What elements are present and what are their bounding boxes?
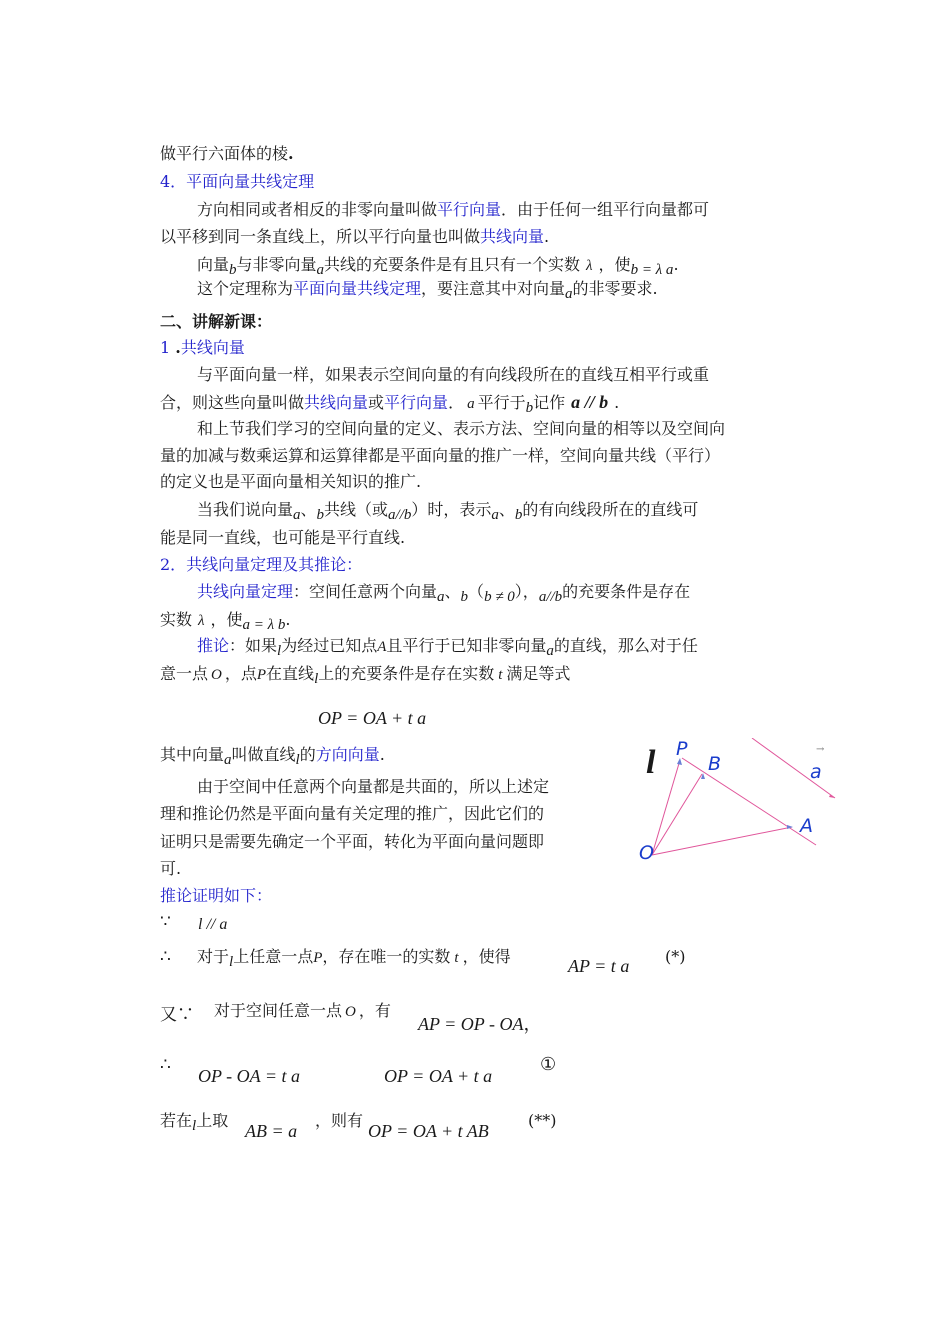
label-b: B — [708, 753, 722, 775]
section-heading-2: 二、讲解新课： — [160, 312, 273, 331]
equation-ap: AP = t a — [568, 956, 630, 976]
equation-mark: ① — [540, 1054, 557, 1075]
text-line: 证明只是需要先确定一个平面，转化为平面向量问题即 — [160, 832, 545, 851]
label-o: O — [639, 842, 654, 864]
vector-figure — [630, 738, 845, 868]
text-line: 实数 λ ，使a = λ b. — [160, 610, 291, 633]
text-line: 其中向量a叫做直线l的方向向量. — [160, 745, 385, 768]
text-line: 量的加减与数乘运算和运算律都是平面向量的推广一样，空间向量共线（平行） — [160, 446, 721, 465]
proof-title: 推论证明如下： — [160, 886, 273, 905]
equation-mark: (*) — [665, 947, 686, 966]
text-line: 和上节我们学习的空间向量的定义、表示方法、空间向量的相等以及空间向 — [197, 419, 726, 438]
vector-op — [652, 760, 680, 855]
label-l: l — [646, 744, 656, 781]
because-symbol: ∵ — [160, 912, 171, 932]
text-line: 这个定理称为平面向量共线定理，要注意其中对向量a的非零要求. — [197, 279, 658, 302]
equation-op: OP = OA + t a — [318, 708, 427, 728]
text-line: 对于空间任意一点 O ，有 — [214, 1001, 391, 1020]
text-line: 与平面向量一样，如果表示空间向量的有向线段所在的直线互相平行或重 — [197, 365, 710, 384]
therefore-symbol: ∴ — [160, 947, 171, 967]
equation-op-sum: OP = OA + t a — [384, 1066, 493, 1086]
text-line: 可. — [160, 859, 182, 878]
text-line: 理和推论仍然是平面向量有关定理的推广，因此它们的 — [160, 804, 545, 823]
label-p: P — [676, 738, 688, 760]
vector-oa — [652, 827, 792, 855]
line-l — [682, 758, 816, 845]
equation-ab: AB = a — [245, 1121, 298, 1141]
text-line: 合，则这些向量叫做共线向量或平行向量． a 平行于b记作 a // b . — [160, 392, 620, 416]
equation-l-parallel-a: l // a — [198, 916, 228, 933]
vector-arrow-icon: → — [816, 744, 825, 755]
equation-op-minus-oa: OP - OA = t a — [198, 1066, 300, 1086]
text-line: 能是同一直线，也可能是平行直线. — [160, 528, 406, 547]
text-line: 对于l上任意一点P，存在唯一的实数 t ，使得 — [197, 947, 511, 970]
text-line: 方向相同或者相反的非零向量叫做平行向量．由于任何一组平行向量都可 — [197, 200, 710, 219]
also-because-symbol: 又∵ — [160, 1005, 194, 1025]
label-a: A — [800, 815, 813, 837]
therefore-symbol: ∴ — [160, 1055, 171, 1075]
text-line: 以平移到同一条直线上，所以平行向量也叫做共线向量. — [160, 227, 550, 246]
text-line: 由于空间中任意两个向量都是共面的，所以上述定 — [197, 777, 550, 796]
vector-ob — [652, 774, 702, 855]
text-line: 向量b与非零向量a共线的充要条件是有且只有一个实数 λ ，使b = λ a. — [197, 255, 679, 278]
text-line: 意一点 O ，点P在直线l上的充要条件是存在实数 t 满足等式 — [160, 664, 571, 687]
equation-op-ab: OP = OA + t AB — [368, 1121, 489, 1141]
text-line: 当我们说向量a、b共线（或a//b）时，表示a、b的有向线段所在的直线可 — [197, 500, 699, 523]
equation-mark: (**) — [528, 1111, 557, 1130]
subsection-heading-1: 1 .共线向量 — [160, 338, 245, 357]
label-a-vector: a — [810, 761, 822, 783]
text-line: 推论：如果l为经过已知点A且平行于已知非零向量a的直线，那么对于任 — [197, 636, 698, 659]
text-line: 共线向量定理：空间任意两个向量a、b（b ≠ 0），a//b的充要条件是存在 — [197, 582, 691, 605]
text-line: 若在l上取 — [160, 1111, 229, 1134]
text-line: ，则有 — [315, 1111, 364, 1130]
section-heading-4: 4．平面向量共线定理 — [160, 172, 315, 191]
subsection-heading-2: 2．共线向量定理及其推论： — [160, 555, 363, 574]
text-line: 的定义也是平面向量相关知识的推广. — [160, 472, 422, 491]
text-line: 做平行六面体的棱. — [160, 144, 294, 163]
equation-ap-difference: AP = OP - OA， — [418, 1014, 542, 1034]
